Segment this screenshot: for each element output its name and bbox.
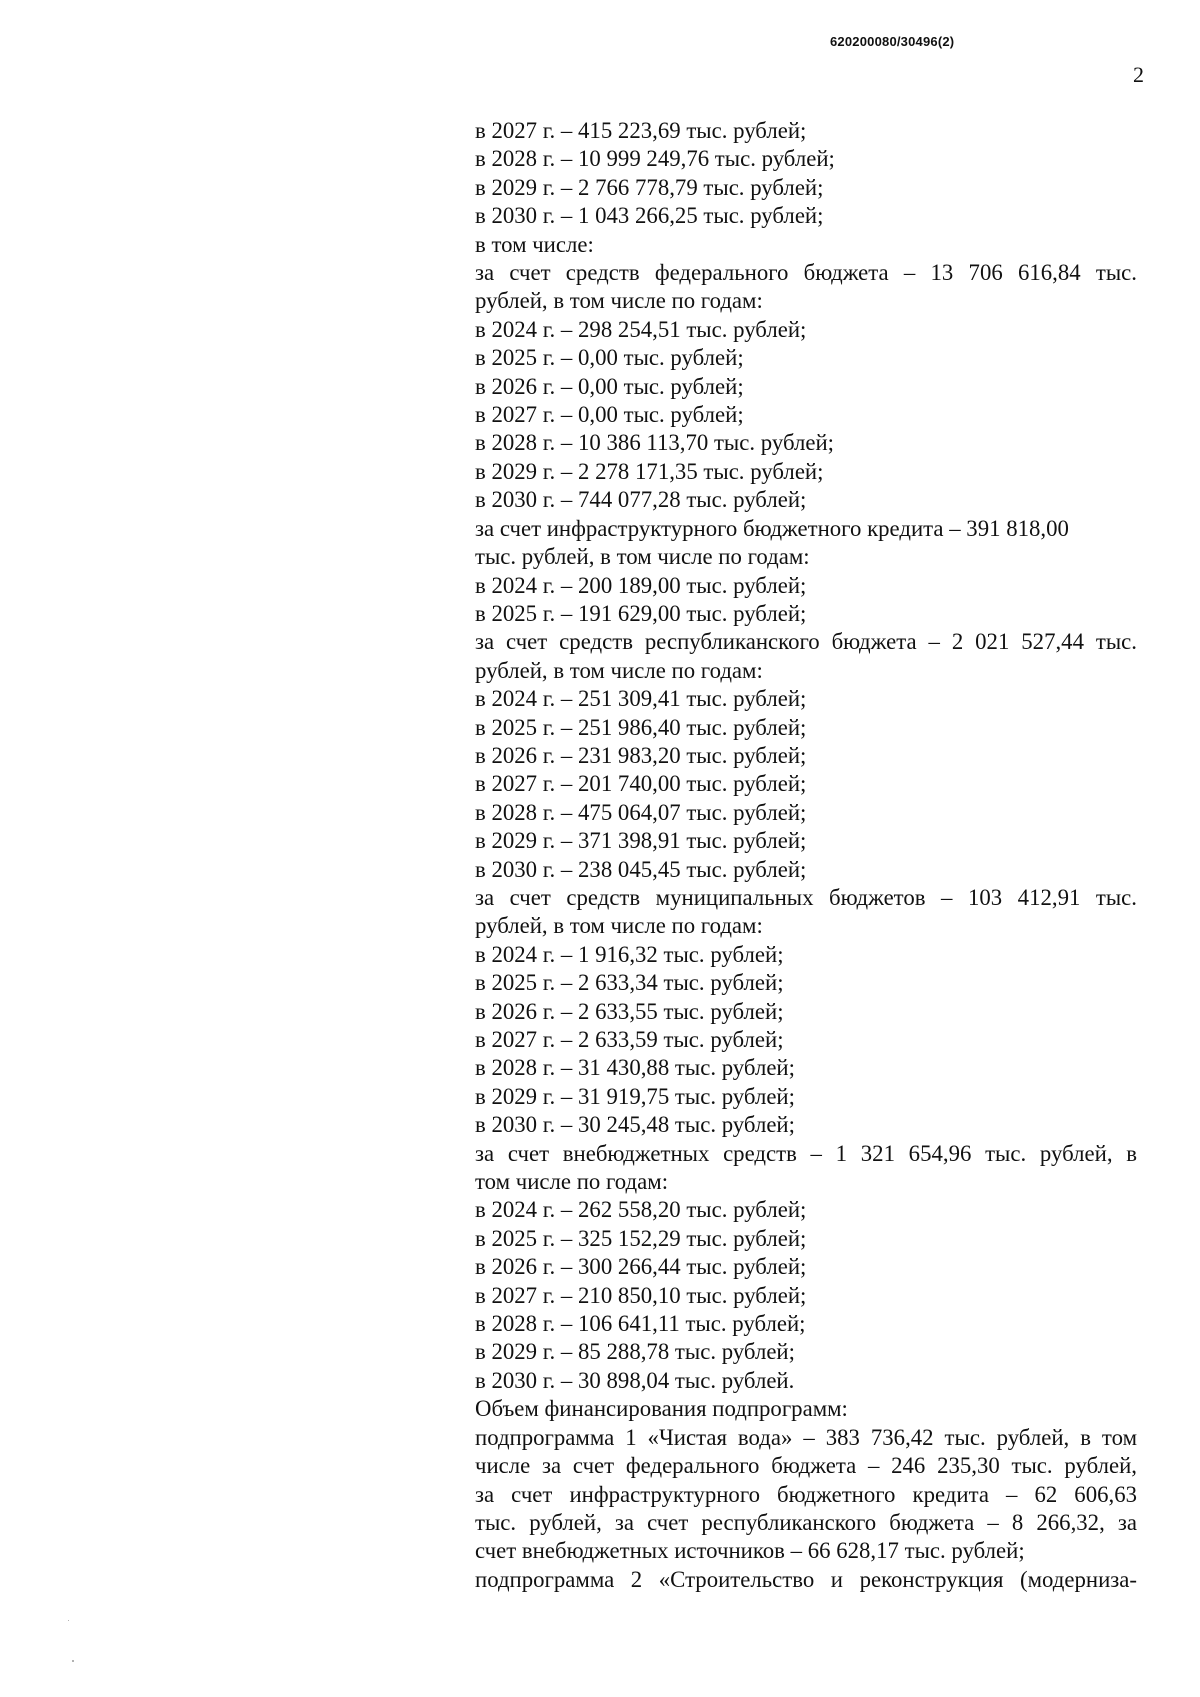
text-line: в 2024 г. – 200 189,00 тыс. рублей; <box>475 572 807 598</box>
text-line: в 2028 г. – 475 064,07 тыс. рублей; <box>475 799 807 825</box>
text-line: в 2025 г. – 2 633,34 тыс. рублей; <box>475 970 784 996</box>
text-line: числе за счет федерального бюджета – 246 235,30 тыс. рублей, <box>475 1453 1137 1479</box>
document-registration-number: 620200080/30496(2) <box>830 34 955 49</box>
document-body <box>475 117 1137 1594</box>
text-line: в 2027 г. – 0,00 тыс. рублей; <box>475 402 744 428</box>
text-line: в 2025 г. – 191 629,00 тыс. рублей; <box>475 600 807 626</box>
text-line: тыс. рублей, за счет республиканского бюджета – 8 266,32, за <box>475 1509 1137 1535</box>
text-line: за счет средств муниципальных бюджетов – 103 412,91 тыс. <box>475 884 1137 910</box>
text-line: том числе по годам: <box>475 1169 669 1195</box>
text-line: в 2030 г. – 30 245,48 тыс. рублей; <box>475 1112 795 1138</box>
text-line: подпрограмма 1 «Чистая вода» – 383 736,42 тыс. рублей, в том <box>475 1424 1137 1450</box>
text-line: подпрограмма 2 «Строительство и реконструкция (модерниза- <box>475 1566 1137 1592</box>
text-line: в 2026 г. – 231 983,20 тыс. рублей; <box>475 742 807 768</box>
text-line: в 2029 г. – 2 766 778,79 тыс. рублей; <box>475 174 824 200</box>
text-line: рублей, в том числе по годам: <box>475 288 763 314</box>
text-line: в 2029 г. – 31 919,75 тыс. рублей; <box>475 1083 795 1109</box>
text-line: счет внебюджетных источников – 66 628,17 тыс. рублей; <box>475 1538 1025 1564</box>
text-line: в 2029 г. – 2 278 171,35 тыс. рублей; <box>475 458 824 484</box>
text-line: в 2028 г. – 31 430,88 тыс. рублей; <box>475 1055 795 1081</box>
text-line: рублей, в том числе по годам: <box>475 657 763 683</box>
text-line: в 2026 г. – 0,00 тыс. рублей; <box>475 373 744 399</box>
scan-speck <box>72 1660 74 1662</box>
text-line: в 2024 г. – 1 916,32 тыс. рублей; <box>475 941 784 967</box>
text-line: в 2027 г. – 210 850,10 тыс. рублей; <box>475 1282 807 1308</box>
text-line: в 2027 г. – 415 223,69 тыс. рублей; <box>475 118 807 143</box>
text-line: в 2028 г. – 106 641,11 тыс. рублей; <box>475 1311 806 1337</box>
text-line: в 2025 г. – 0,00 тыс. рублей; <box>475 345 744 371</box>
text-line: в 2030 г. – 1 043 266,25 тыс. рублей; <box>475 203 824 229</box>
text-line: в 2028 г. – 10 386 113,70 тыс. рублей; <box>475 430 835 456</box>
text-line: в 2025 г. – 325 152,29 тыс. рублей; <box>475 1225 807 1251</box>
text-line: в 2030 г. – 744 077,28 тыс. рублей; <box>475 487 807 513</box>
text-line: в 2028 г. – 10 999 249,76 тыс. рублей; <box>475 146 835 172</box>
text-line: Объем финансирования подпрограмм: <box>475 1396 848 1422</box>
text-line: за счет инфраструктурного бюджетного кредита – 391 818,00 <box>475 515 1069 541</box>
text-line: в 2025 г. – 251 986,40 тыс. рублей; <box>475 714 807 740</box>
text-line: в 2027 г. – 201 740,00 тыс. рублей; <box>475 771 807 797</box>
scan-speck <box>68 1620 69 1621</box>
text-line: в 2026 г. – 2 633,55 тыс. рублей; <box>475 998 784 1024</box>
text-line: в том числе: <box>475 231 594 257</box>
text-line: в 2026 г. – 300 266,44 тыс. рублей; <box>475 1254 807 1280</box>
text-line: тыс. рублей, в том числе по годам: <box>475 544 810 570</box>
text-line: рублей, в том числе по годам: <box>475 913 763 939</box>
text-line: в 2030 г. – 238 045,45 тыс. рублей; <box>475 856 807 882</box>
text-line: за счет внебюджетных средств – 1 321 654,96 тыс. рублей, в <box>475 1140 1137 1166</box>
text-line: за счет инфраструктурного бюджетного кредита – 62 606,63 <box>475 1481 1137 1507</box>
text-line: за счет средств республиканского бюджета – 2 021 527,44 тыс. <box>475 629 1137 655</box>
text-line: за счет средств федерального бюджета – 13 706 616,84 тыс. <box>475 260 1137 286</box>
text-line: в 2027 г. – 2 633,59 тыс. рублей; <box>475 1027 784 1052</box>
page-number: 2 <box>1133 62 1144 87</box>
text-line: в 2029 г. – 85 288,78 тыс. рублей; <box>475 1339 795 1365</box>
text-line: в 2029 г. – 371 398,91 тыс. рублей; <box>475 828 807 854</box>
text-line: в 2030 г. – 30 898,04 тыс. рублей. <box>475 1367 795 1393</box>
text-line: в 2024 г. – 262 558,20 тыс. рублей; <box>475 1197 807 1223</box>
text-line: в 2024 г. – 251 309,41 тыс. рублей; <box>475 686 807 712</box>
text-line: в 2024 г. – 298 254,51 тыс. рублей; <box>475 316 807 342</box>
